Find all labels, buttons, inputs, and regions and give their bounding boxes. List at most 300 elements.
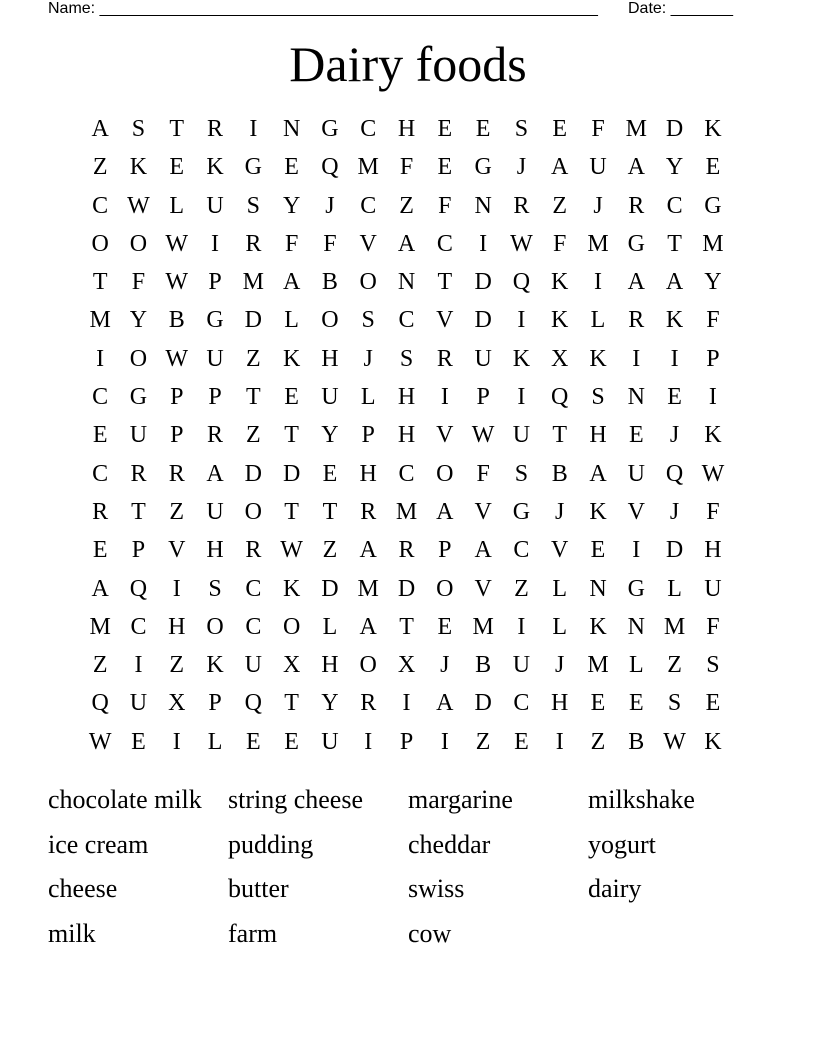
grid-letter: Z — [246, 422, 261, 449]
grid-letter: A — [627, 154, 645, 181]
grid-letter: E — [169, 154, 185, 181]
grid-letter: U — [627, 460, 645, 487]
grid-letter: H — [168, 613, 186, 640]
grid-letter: I — [632, 345, 641, 372]
grid-letter: C — [130, 613, 147, 640]
grid-letter: Z — [590, 728, 606, 755]
grid-letter: A — [436, 690, 454, 717]
grid-letter: I — [96, 345, 105, 372]
grid-letter: T — [284, 690, 299, 717]
grid-letter: T — [667, 230, 682, 257]
word-list-item: pudding — [228, 829, 314, 859]
grid-letter: O — [244, 498, 262, 525]
grid-letter: N — [589, 575, 607, 602]
word-list-item: butter — [228, 874, 289, 904]
grid-letter: V — [436, 422, 454, 449]
grid-letter: Q — [321, 154, 339, 181]
grid-letter: I — [249, 116, 258, 142]
grid-letter: R — [245, 230, 262, 257]
grid-letter: W — [701, 460, 725, 487]
grid-letter: E — [284, 728, 299, 755]
grid-letter: C — [513, 690, 530, 717]
grid-letter: F — [706, 307, 720, 334]
grid-letter: S — [131, 116, 146, 142]
grid-letter: L — [207, 728, 223, 755]
grid-letter: G — [206, 307, 224, 334]
grid-letter: F — [706, 498, 720, 525]
grid-letter: K — [551, 307, 569, 334]
grid-letter: N — [627, 384, 645, 411]
grid-letter: Z — [475, 728, 491, 755]
grid-letter: S — [208, 575, 222, 602]
grid-letter: Y — [129, 307, 148, 334]
grid-row — [81, 723, 732, 761]
grid-letter: E — [437, 116, 453, 142]
grid-letter: Z — [246, 345, 261, 372]
grid-letter: C — [360, 192, 377, 219]
grid-letter: Q — [91, 690, 109, 717]
grid-letter: N — [474, 192, 492, 219]
grid-letter: A — [91, 116, 109, 142]
grid-letter: T — [131, 498, 146, 525]
grid-letter: A — [359, 613, 377, 640]
grid-letter: Z — [667, 652, 682, 679]
grid-letter: Z — [92, 154, 108, 181]
word-list-item: margarine — [408, 785, 513, 814]
grid-letter: S — [514, 116, 529, 142]
grid-letter: L — [590, 307, 606, 334]
grid-letter: J — [593, 192, 603, 219]
grid-letter: F — [553, 230, 567, 257]
grid-letter: G — [512, 498, 531, 525]
word-list-item: cheese — [48, 874, 118, 904]
grid-letter: T — [284, 498, 299, 525]
grid-letter: K — [282, 575, 301, 602]
grid-letter: O — [359, 269, 377, 296]
grid-letter: E — [284, 154, 299, 181]
grid-letter: E — [705, 154, 721, 181]
grid-letter: M — [625, 116, 647, 142]
grid-letter: Y — [282, 192, 301, 219]
grid-letter: X — [168, 690, 186, 717]
grid-letter: A — [627, 269, 645, 296]
word-list-item: yogurt — [588, 829, 656, 859]
grid-letter: A — [474, 537, 492, 564]
grid-letter: J — [555, 652, 565, 679]
word-list-item: ice cream — [48, 829, 149, 859]
grid-letter: T — [437, 269, 453, 296]
grid-letter: U — [244, 652, 262, 679]
grid-letter: O — [282, 613, 301, 640]
grid-letter: P — [170, 422, 184, 449]
grid-letter: L — [322, 613, 338, 640]
grid-letter: I — [402, 690, 411, 717]
grid-letter: G — [244, 154, 262, 181]
grid-letter: I — [479, 230, 488, 257]
grid-letter: F — [399, 154, 414, 181]
grid-letter: E — [92, 422, 108, 449]
grid-letter: D — [397, 575, 416, 602]
grid-letter: B — [321, 269, 338, 296]
grid-letter: O — [129, 230, 148, 257]
grid-letter: R — [360, 690, 377, 717]
grid-letter: Y — [665, 154, 684, 181]
grid-letter: O — [359, 652, 377, 679]
grid-letter: I — [517, 613, 526, 640]
grid-letter: V — [627, 498, 645, 525]
grid-letter: U — [129, 422, 148, 449]
grid-letter: F — [476, 460, 490, 487]
grid-letter: D — [474, 269, 492, 296]
grid-letter: H — [551, 690, 569, 717]
grid-letter: P — [208, 269, 222, 296]
grid-row — [81, 263, 732, 301]
grid-letter: M — [89, 613, 111, 640]
grid-letter: G — [704, 192, 722, 219]
word-row — [48, 778, 768, 823]
grid-letter: E — [284, 384, 299, 411]
grid-letter: J — [440, 652, 450, 679]
grid-letter: H — [359, 460, 377, 487]
grid-letter: W — [88, 728, 112, 755]
grid-letter: Z — [399, 192, 414, 219]
grid-letter: R — [92, 498, 109, 525]
grid-letter: Q — [512, 269, 531, 296]
grid-letter: I — [555, 728, 564, 755]
grid-letter: L — [552, 575, 568, 602]
grid-letter: H — [704, 537, 722, 564]
grid-row — [81, 110, 732, 148]
grid-letter: E — [628, 690, 644, 717]
grid-letter: Y — [704, 269, 722, 296]
grid-letter: G — [321, 116, 339, 142]
grid-letter: U — [589, 154, 607, 181]
grid-letter: W — [127, 192, 150, 219]
grid-letter: T — [552, 422, 568, 449]
grid-row — [81, 416, 732, 454]
grid-letter: U — [321, 728, 339, 755]
word-list-item: cheddar — [408, 829, 491, 859]
grid-letter: R — [168, 460, 185, 487]
word-list-item: swiss — [408, 874, 465, 904]
grid-letter: I — [440, 728, 449, 755]
grid-letter: R — [360, 498, 377, 525]
grid-letter: H — [321, 652, 339, 679]
grid-letter: X — [397, 652, 416, 679]
grid-letter: T — [284, 422, 299, 449]
date-field: Date: _______ — [628, 0, 733, 17]
grid-letter: L — [360, 384, 376, 411]
grid-letter: R — [628, 307, 645, 334]
grid-letter: K — [206, 652, 224, 679]
grid-letter: E — [322, 460, 338, 487]
grid-letter: Q — [129, 575, 148, 602]
grid-letter: I — [211, 230, 220, 257]
grid-letter: R — [245, 537, 262, 564]
grid-letter: E — [514, 728, 529, 755]
grid-letter: J — [363, 345, 373, 372]
grid-letter: F — [323, 230, 337, 257]
grid-letter: L — [667, 575, 682, 602]
grid-letter: N — [397, 269, 416, 296]
word-list-item: cow — [408, 918, 452, 948]
grid-letter: U — [321, 384, 339, 411]
grid-letter: L — [169, 192, 185, 219]
grid-letter: H — [397, 384, 416, 411]
grid-letter: R — [207, 116, 224, 142]
grid-letter: B — [551, 460, 568, 487]
grid-letter: U — [206, 345, 224, 372]
grid-letter: K — [206, 154, 224, 181]
grid-letter: K — [704, 116, 722, 142]
grid-letter: D — [244, 460, 262, 487]
grid-letter: I — [517, 307, 526, 334]
grid-letter: U — [206, 192, 224, 219]
grid-letter: I — [172, 728, 181, 755]
grid-letter: D — [665, 537, 684, 564]
grid-letter: M — [242, 269, 264, 296]
word-row — [48, 912, 768, 957]
grid-letter: V — [551, 537, 569, 564]
grid-letter: H — [397, 116, 416, 142]
grid-letter: R — [130, 460, 147, 487]
letter-grid — [81, 110, 732, 761]
grid-letter: Q — [244, 690, 262, 717]
grid-letter: D — [474, 690, 492, 717]
grid-row — [81, 301, 732, 339]
grid-letter: S — [399, 345, 414, 372]
grid-letter: C — [92, 192, 109, 219]
grid-letter: K — [704, 728, 722, 755]
grid-letter: L — [284, 307, 299, 334]
grid-letter: W — [280, 537, 303, 564]
grid-letter: T — [322, 498, 338, 525]
grid-letter: P — [170, 384, 184, 411]
grid-letter: X — [282, 652, 301, 679]
grid-letter: A — [436, 498, 454, 525]
word-row — [48, 823, 768, 868]
grid-letter: I — [594, 269, 602, 296]
grid-row — [81, 187, 732, 225]
grid-letter: R — [436, 345, 453, 372]
grid-letter: Z — [169, 498, 185, 525]
grid-letter: P — [208, 384, 222, 411]
grid-letter: E — [590, 690, 606, 717]
grid-letter: J — [555, 498, 565, 525]
grid-letter: L — [552, 613, 568, 640]
grid-letter: U — [206, 498, 224, 525]
grid-letter: A — [665, 269, 684, 296]
grid-letter: K — [282, 345, 301, 372]
grid-row — [81, 455, 732, 493]
grid-letter: X — [551, 345, 569, 372]
grid-letter: M — [472, 613, 494, 640]
grid-letter: F — [591, 116, 605, 142]
word-list-item: milkshake — [588, 785, 695, 814]
grid-letter: C — [398, 307, 415, 334]
grid-letter: K — [551, 269, 569, 296]
grid-letter: O — [129, 345, 148, 372]
grid-letter: A — [206, 460, 224, 487]
grid-letter: C — [666, 192, 683, 219]
grid-letter: W — [165, 230, 189, 257]
grid-letter: C — [245, 575, 262, 602]
grid-letter: P — [131, 537, 146, 564]
grid-letter: P — [361, 422, 375, 449]
grid-letter: W — [165, 269, 189, 296]
word-list-item: milk — [48, 918, 96, 948]
grid-letter: I — [440, 384, 449, 411]
grid-letter: K — [589, 345, 607, 372]
grid-letter: H — [397, 422, 416, 449]
grid-letter: S — [514, 460, 529, 487]
grid-letter: K — [512, 345, 531, 372]
grid-letter: E — [475, 116, 491, 142]
grid-letter: A — [397, 230, 416, 257]
grid-row — [81, 608, 732, 646]
grid-letter: A — [282, 269, 301, 296]
grid-letter: S — [591, 384, 605, 411]
grid-letter: V — [436, 307, 454, 334]
grid-letter: D — [282, 460, 301, 487]
grid-letter: A — [359, 537, 377, 564]
grid-letter: F — [438, 192, 452, 219]
grid-letter: H — [321, 345, 339, 372]
grid-letter: B — [168, 307, 185, 334]
grid-letter: H — [206, 537, 224, 564]
grid-row — [81, 531, 732, 569]
word-list-item: farm — [228, 918, 278, 948]
grid-letter: I — [632, 537, 641, 564]
grid-letter: D — [244, 307, 262, 334]
grid-letter: Z — [169, 652, 185, 679]
grid-letter: J — [325, 192, 335, 219]
grid-letter: J — [669, 422, 680, 449]
grid-letter: E — [590, 537, 606, 564]
grid-letter: C — [245, 613, 262, 640]
grid-letter: M — [395, 498, 418, 525]
grid-letter: I — [134, 652, 143, 679]
grid-letter: C — [513, 537, 530, 564]
word-list-item: string cheese — [228, 785, 364, 814]
grid-letter: E — [92, 537, 108, 564]
grid-letter: E — [437, 154, 453, 181]
grid-letter: I — [670, 345, 679, 372]
grid-letter: M — [357, 575, 379, 602]
grid-letter: F — [284, 230, 299, 257]
grid-letter: G — [129, 384, 148, 411]
grid-letter: Q — [665, 460, 684, 487]
grid-letter: E — [246, 728, 261, 755]
grid-letter: B — [475, 652, 492, 679]
grid-letter: Z — [322, 537, 338, 564]
grid-letter: M — [702, 230, 724, 257]
grid-letter: P — [476, 384, 490, 411]
grid-letter: K — [704, 422, 722, 449]
grid-row — [81, 225, 732, 263]
grid-row — [81, 148, 732, 186]
grid-row — [81, 493, 732, 531]
grid-letter: J — [669, 498, 680, 525]
grid-letter: Y — [321, 422, 339, 449]
grid-letter: O — [91, 230, 109, 257]
grid-letter: C — [360, 116, 377, 142]
grid-letter: T — [169, 116, 185, 142]
grid-letter: E — [628, 422, 644, 449]
grid-letter: U — [129, 690, 148, 717]
grid-letter: K — [665, 307, 684, 334]
grid-letter: D — [321, 575, 339, 602]
grid-letter: A — [551, 154, 569, 181]
grid-letter: P — [438, 537, 452, 564]
grid-letter: N — [627, 613, 645, 640]
grid-letter: K — [589, 498, 607, 525]
grid-letter: V — [168, 537, 186, 564]
grid-letter: F — [706, 613, 720, 640]
page-title: Dairy foods — [289, 36, 527, 92]
grid-letter: E — [667, 384, 682, 411]
grid-letter: M — [89, 307, 111, 334]
grid-letter: Z — [552, 192, 568, 219]
grid-letter: W — [165, 345, 189, 372]
grid-row — [81, 646, 732, 684]
grid-letter: U — [512, 652, 531, 679]
grid-letter: S — [706, 652, 720, 679]
grid-letter: C — [92, 460, 109, 487]
grid-letter: T — [92, 269, 108, 296]
grid-letter: E — [705, 690, 721, 717]
grid-letter: W — [510, 230, 533, 257]
grid-letter: C — [398, 460, 415, 487]
grid-letter: O — [436, 460, 454, 487]
grid-letter: N — [282, 116, 301, 142]
grid-letter: O — [206, 613, 224, 640]
grid-letter: R — [513, 192, 530, 219]
grid-letter: V — [474, 498, 492, 525]
grid-letter: G — [627, 575, 645, 602]
word-list-item: chocolate milk — [48, 785, 202, 814]
grid-letter: E — [437, 613, 453, 640]
grid-letter: Q — [551, 384, 569, 411]
grid-letter: R — [207, 422, 224, 449]
grid-letter: I — [517, 384, 526, 411]
grid-row — [81, 378, 732, 416]
grid-letter: I — [708, 384, 717, 411]
grid-letter: U — [474, 345, 492, 372]
grid-letter: G — [627, 230, 645, 257]
grid-letter: M — [587, 652, 609, 679]
grid-row — [81, 340, 732, 378]
grid-letter: H — [589, 422, 607, 449]
grid-letter: Z — [514, 575, 529, 602]
grid-letter: A — [91, 575, 109, 602]
grid-letter: G — [474, 154, 492, 181]
grid-letter: K — [129, 154, 148, 181]
grid-letter: R — [628, 192, 645, 219]
grid-letter: W — [471, 422, 495, 449]
grid-letter: W — [663, 728, 686, 755]
grid-letter: U — [704, 575, 722, 602]
grid-letter: P — [399, 728, 414, 755]
worksheet-header — [48, 0, 748, 20]
grid-letter: R — [398, 537, 415, 564]
grid-letter: L — [628, 652, 644, 679]
grid-letter: E — [552, 116, 568, 142]
grid-letter: S — [246, 192, 261, 219]
grid-letter: V — [359, 230, 377, 257]
grid-letter: O — [321, 307, 339, 334]
grid-row — [81, 684, 732, 722]
